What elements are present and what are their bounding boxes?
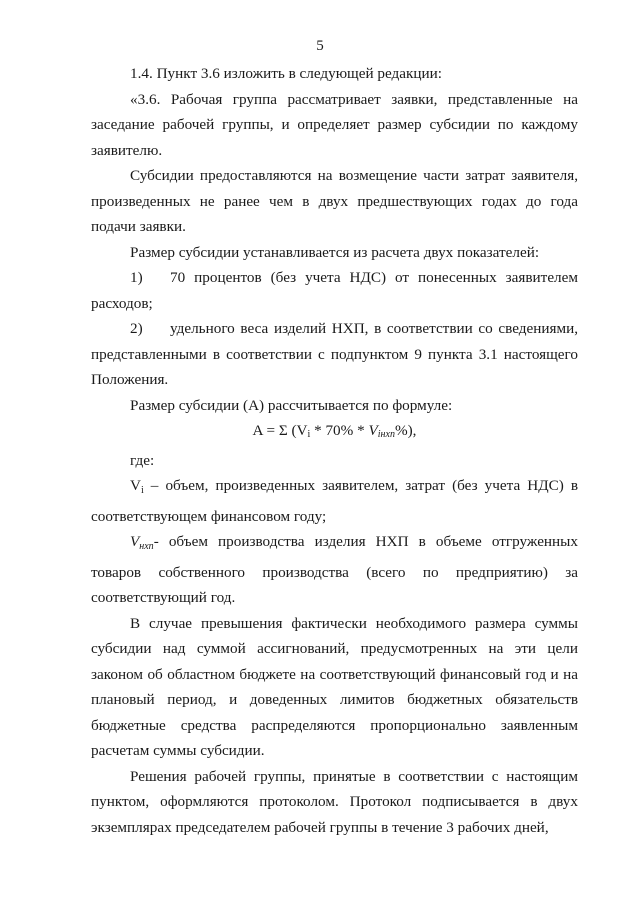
paragraph-subsidy-calc: Размер субсидии устанавливается из расчета двух показателей: — [130, 243, 540, 261]
paragraph-item-1-4: 1.4. Пункт 3.6 изложить в следующей редакции: — [130, 65, 443, 82]
variable-v: V — [130, 477, 141, 494]
formula-subscript-inhp: iнхп — [377, 429, 395, 440]
paragraph-where: где: — [130, 451, 155, 469]
list-item-1 — [91, 265, 578, 316]
list-text: удельного веса изделий НХП, в соответствии со сведениями, представленными в соответствии с подпунктом 9 пункта 3.1 настоящего Положения. — [91, 320, 578, 388]
paragraph-subsidy-purpose: Субсидии предоставляются на возмещение части затрат заявителя, произведенных не ранее чем в двух предшествующих годах до года подачи заявки. — [91, 167, 578, 235]
variable-v-italic: V — [130, 533, 140, 550]
document-body — [91, 61, 578, 840]
formula-start: A = Σ (V — [252, 422, 308, 439]
formula — [91, 418, 578, 448]
formula-variable-v: V — [368, 422, 378, 439]
page-number: 5 — [316, 38, 324, 54]
paragraph-decisions: Решения рабочей группы, принятые в соответствии с настоящим пунктом, оформляются протоколом. Протокол подписывается в двух экземплярах председателем рабочей группы в течение 3 рабочих дней, — [91, 767, 578, 836]
paragraph-formula-intro: Размер субсидии (А) рассчитывается по формуле: — [130, 396, 453, 414]
paragraph-excess-case: В случае превышения фактически необходимого размера суммы субсидии над суммой ассигнований, предусмотренных на эти цели законом об областном бюджете на соответствующий финансовый год и на плановый период, и доведенных лимитов бюджетных обязательств бюджетные средства распределяются пропорционально заявленным расчетам суммы субсидии. — [91, 614, 578, 759]
paragraph-vnhp-definition — [91, 529, 578, 611]
list-item-2 — [91, 316, 578, 393]
formula-mid: * 70% * — [310, 422, 369, 439]
list-number: 2) — [130, 320, 143, 337]
variable-subscript-i: i — [140, 485, 144, 496]
formula-subscript-i: i — [307, 429, 311, 440]
definition-text: - объем производства изделия НХП в объеме отгруженных товаров собственного производства (всего по предприятию) за соответствующий год. — [91, 533, 578, 606]
formula-end: %), — [394, 422, 417, 439]
list-text: 70 процентов (без учета НДС) от понесенных заявителем расходов; — [91, 269, 578, 312]
list-number: 1) — [130, 269, 143, 286]
definition-text: – объем, произведенных заявителем, затрат (без учета НДС) в соответствующем финансовом году; — [91, 477, 578, 525]
variable-subscript-nhp: нхп — [139, 541, 154, 552]
paragraph-vi-definition — [91, 473, 578, 529]
paragraph-3-6-intro: «3.6. Рабочая группа рассматривает заявки, представленные на заседание рабочей группы, и определяет размер субсидии по каждому заявителю. — [91, 90, 578, 159]
